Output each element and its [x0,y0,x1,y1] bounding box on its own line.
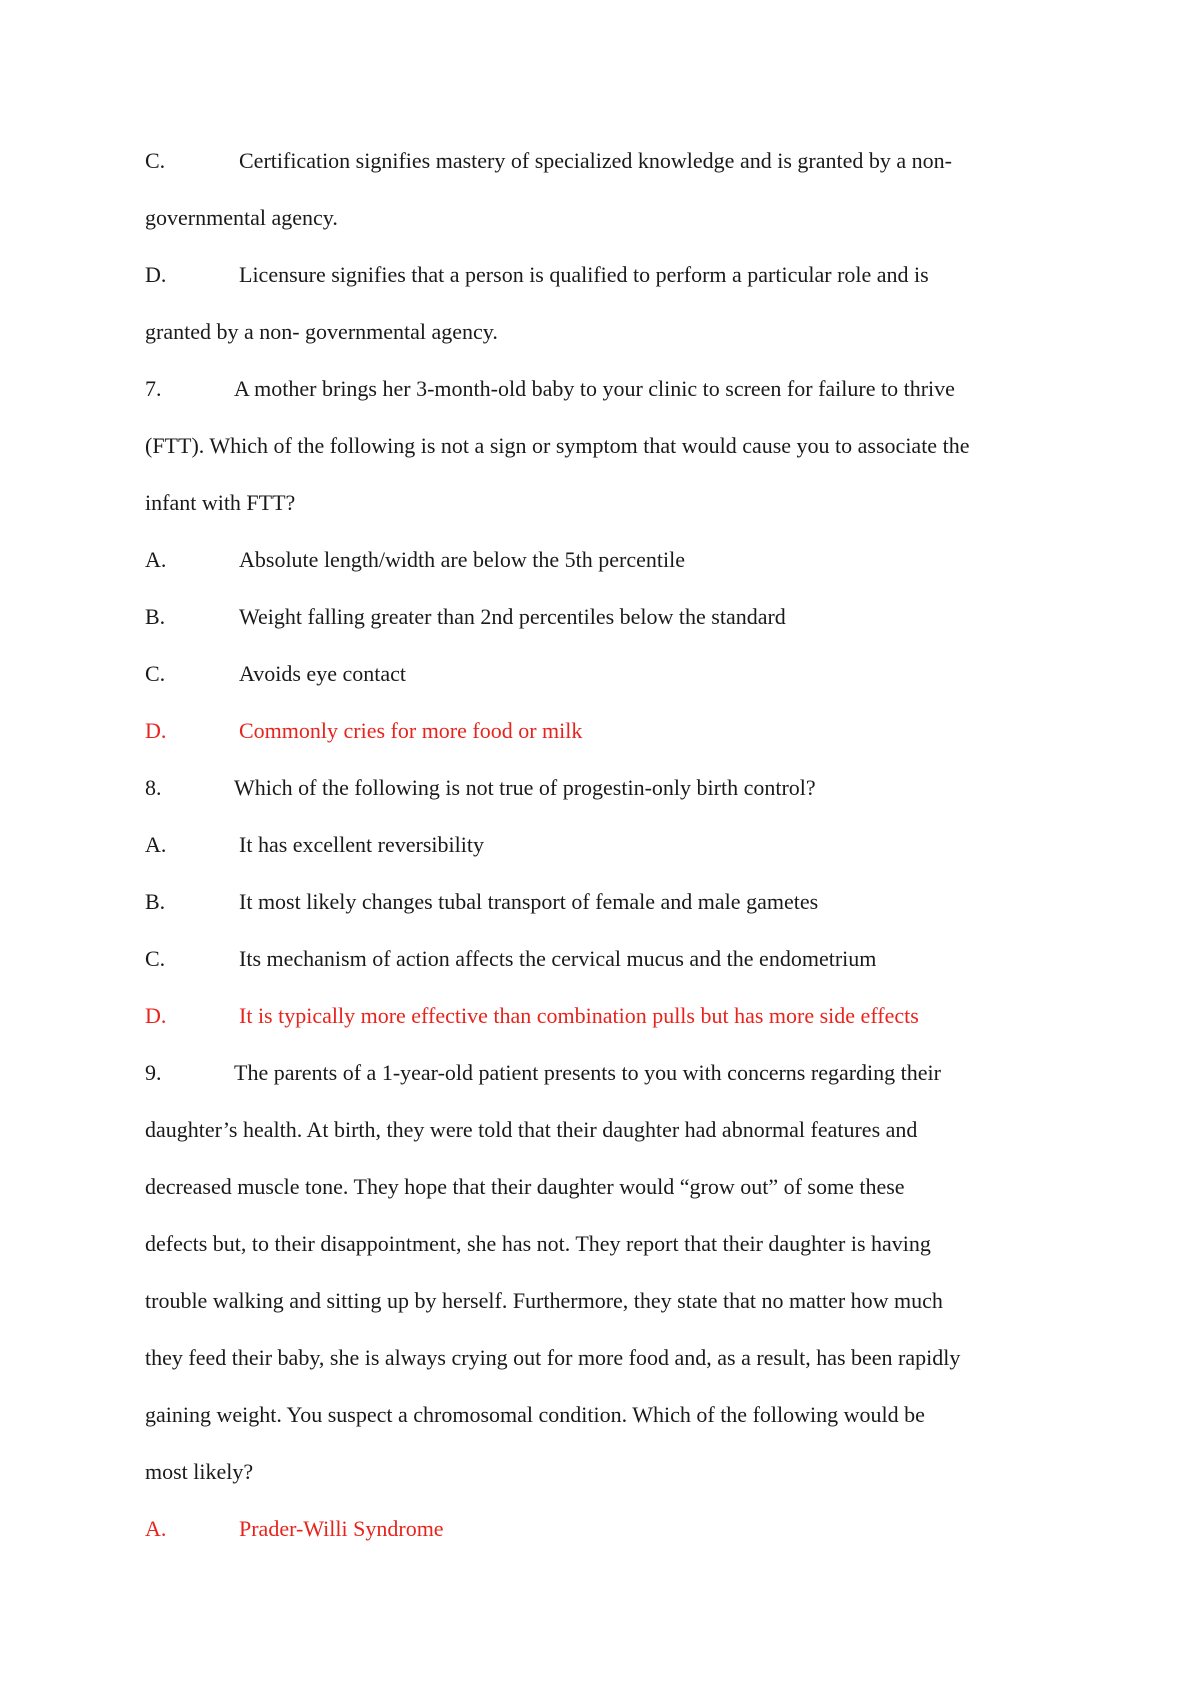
option-text: It is typically more effective than combination pulls but has more side effects [239,1003,919,1028]
continuation-line [145,431,969,461]
line-text: decreased muscle tone. They hope that their daughter would “grow out” of some these [145,1174,905,1199]
option-label: C. [145,148,166,173]
option-text: Avoids eye contact [239,661,406,686]
option-line [145,830,484,860]
question-text: The parents of a 1-year-old patient presents to you with concerns regarding their [234,1060,941,1085]
line-text: defects but, to their disappointment, she has not. They report that their daughter is having [145,1231,931,1256]
line-text: daughter’s health. At birth, they were told that their daughter had abnormal features and [145,1117,918,1142]
correct-answer-line [145,1001,919,1031]
option-label: C. [145,946,166,971]
continuation-line [145,1229,931,1259]
continuation-line [145,488,295,518]
option-text: Weight falling greater than 2nd percentiles below the standard [239,604,786,629]
option-label: B. [145,889,166,914]
question-number: 8. [145,775,162,800]
line-text: infant with FTT? [145,490,296,515]
option-text: It most likely changes tubal transport of female and male gametes [239,889,819,914]
option-text: It has excellent reversibility [239,832,484,857]
line-text: they feed their baby, she is always crying out for more food and, as a result, has been rapidly [145,1345,961,1370]
question-9-line [145,1058,941,1088]
option-text: Licensure signifies that a person is qualified to perform a particular role and is [239,262,929,287]
question-7-line [145,374,955,404]
option-label: A. [145,832,167,857]
question-text: Which of the following is not true of progestin-only birth control? [234,775,816,800]
continuation-line [145,1343,960,1373]
line-text: (FTT). Which of the following is not a sign or symptom that would cause you to associate the [145,433,970,458]
correct-answer-line [145,716,582,746]
option-label: A. [145,547,167,572]
continuation-line [145,1286,943,1316]
option-line [145,659,406,689]
option-line [145,146,952,176]
line-text: trouble walking and sitting up by herself. Furthermore, they state that no matter how much [145,1288,943,1313]
line-text: gaining weight. You suspect a chromosomal condition. Which of the following would be [145,1402,925,1427]
option-line [145,944,876,974]
continuation-line [145,1115,917,1145]
line-text: governmental agency. [145,205,338,230]
continuation-line [145,1457,253,1487]
option-label: C. [145,661,166,686]
continuation-line [145,1400,925,1430]
continuation-line [145,1172,905,1202]
question-text: A mother brings her 3-month-old baby to your clinic to screen for failure to thrive [234,376,955,401]
option-line [145,260,929,290]
line-text: most likely? [145,1459,254,1484]
option-text: Its mechanism of action affects the cervical mucus and the endometrium [239,946,877,971]
question-number: 9. [145,1060,162,1085]
option-text: Commonly cries for more food or milk [239,718,583,743]
option-line [145,545,685,575]
option-label: D. [145,718,167,743]
option-line [145,602,786,632]
continuation-line [145,317,498,347]
option-label: B. [145,604,166,629]
option-line [145,887,818,917]
question-8-line [145,773,816,803]
option-text: Absolute length/width are below the 5th percentile [239,547,685,572]
continuation-line [145,203,338,233]
option-text: Certification signifies mastery of specialized knowledge and is granted by a non- [239,148,952,173]
option-text: Prader-Willi Syndrome [239,1516,444,1541]
option-label: D. [145,262,167,287]
option-label: D. [145,1003,167,1028]
option-label: A. [145,1516,167,1541]
correct-answer-line [145,1514,444,1544]
line-text: granted by a non- governmental agency. [145,319,498,344]
question-number: 7. [145,376,162,401]
